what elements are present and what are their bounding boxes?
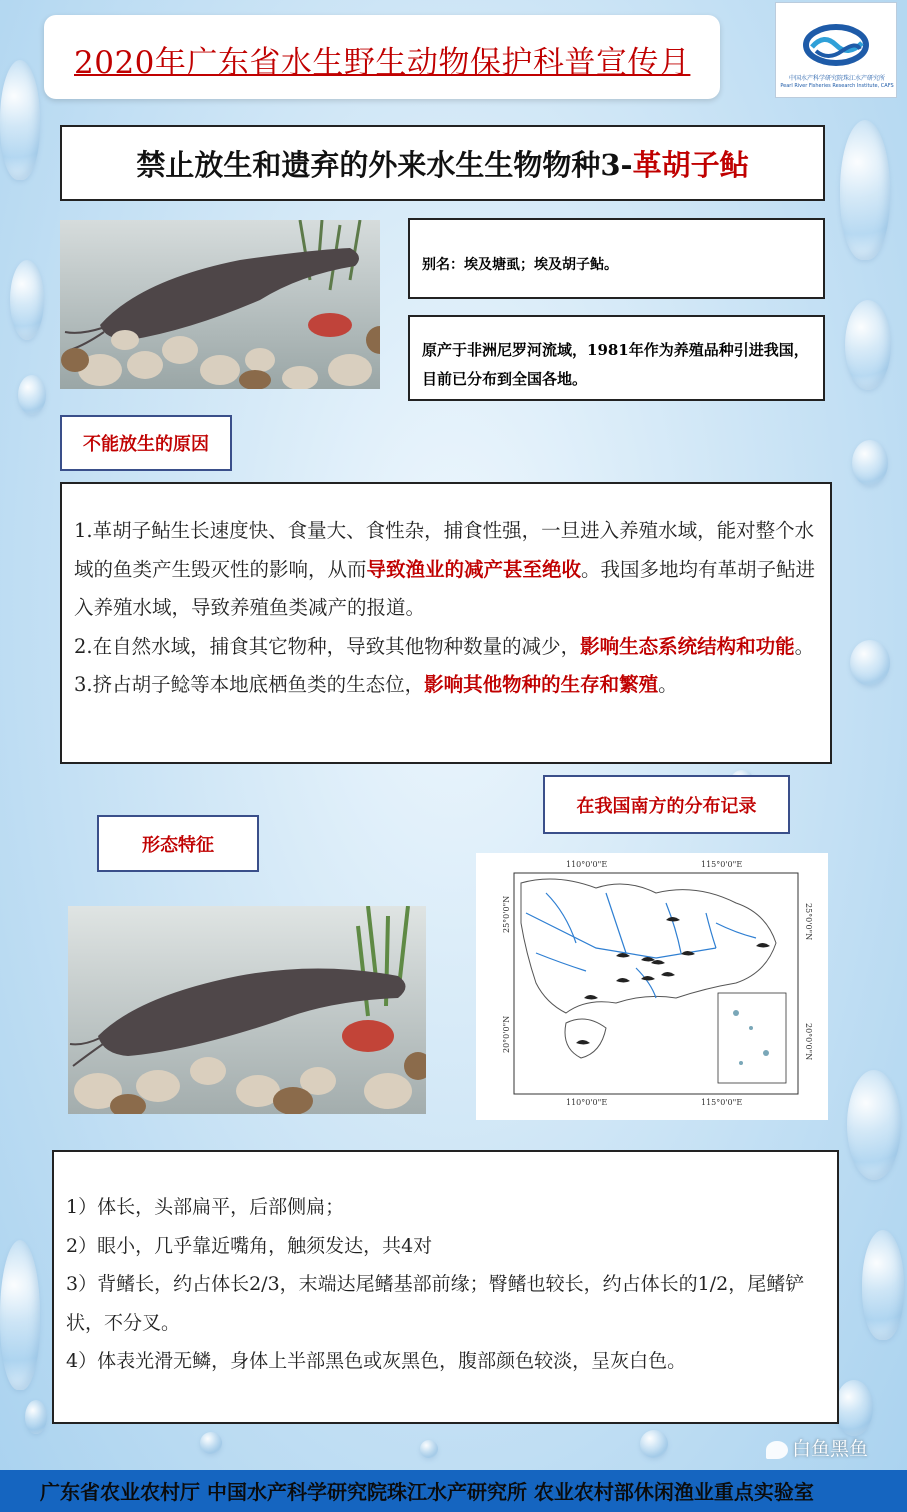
alias-text: 别名：埃及塘虱；埃及胡子鲇。	[422, 257, 618, 273]
origin-text: 原产于非洲尼罗河流域，1981年作为养殖品种引进我国，目前已分布到全国各地。	[422, 341, 809, 388]
wechat-icon	[766, 1441, 788, 1459]
reason-2-highlight: 影响生态系统结构和功能	[580, 634, 795, 658]
map-lon2-top: 115°0'0"E	[701, 860, 743, 869]
morphology-label	[97, 815, 259, 872]
map-lat2-left: 20°0'0"N	[502, 1015, 511, 1053]
reason-item-2	[74, 628, 816, 667]
heading-main: 禁止放生和遗弃的外来水生生物物种3-	[136, 147, 633, 182]
morphology-item-4: 4）体表光滑无鳞，身体上半部黑色或灰黑色，腹部颜色较淡，呈灰白色。	[66, 1350, 687, 1372]
reason-2-tail: 。	[794, 634, 815, 658]
footer-text: 广东省农业农村厅 中国水产科学研究院珠江水产研究所 农业农村部休闲渔业重点实验室	[40, 1480, 814, 1504]
watermark-text: 白鱼黑鱼	[792, 1438, 869, 1460]
distribution-map	[476, 853, 828, 1120]
distribution-label	[543, 775, 790, 834]
reason-item-1	[74, 512, 816, 628]
institute-logo	[775, 2, 897, 98]
reason-3-tail: 。	[658, 673, 678, 696]
morphology-box	[52, 1150, 839, 1424]
morphology-label-text: 形态特征	[142, 834, 214, 856]
reason-3-text: 3.挤占胡子鲶等本地底栖鱼类的生态位，	[74, 673, 425, 696]
reason-1-tail: 。我国多地均有革胡子鲇进入养殖水域，导致养殖鱼类减产的报道。	[74, 557, 816, 619]
heading-species-name: 革胡子鲇	[632, 147, 749, 182]
reason-2-text: 2.在自然水域，捕食其它物种，导致其他物种数量的减少，	[74, 634, 581, 658]
reason-1-highlight: 导致渔业的减产甚至绝收	[366, 557, 582, 581]
origin-box	[408, 315, 825, 401]
morphology-item-3: 3）背鳍长，约占体长2/3，末端达尾鳍基部前缘；臀鳍也较长，约占体长的1/2，尾鳍铲状，不分叉。	[66, 1273, 805, 1334]
fish-photo-top	[60, 220, 380, 389]
distribution-label-text: 在我国南方的分布记录	[576, 795, 757, 817]
map-lat1-right: 25°0'0"N	[804, 903, 813, 941]
map-lat2-right: 20°0'0"N	[804, 1023, 813, 1061]
map-lat1-left: 25°0'0"N	[502, 895, 511, 933]
reasons-label	[60, 415, 232, 471]
watermark	[766, 1434, 868, 1461]
map-lon2-bottom: 115°0'0"E	[701, 1098, 743, 1107]
reason-1-text: 1.革胡子鲇生长速度快、食量大、食性杂，捕食性强，一旦进入养殖水域，能对整个水域的鱼类产生毁灭性的影响，从而	[74, 519, 815, 581]
morphology-item-2: 2）眼小，几乎靠近嘴角，触须发达，共4对	[66, 1234, 433, 1257]
morphology-item-1: 1）体长，头部扁平，后部侧扁；	[66, 1196, 345, 1218]
species-heading	[60, 125, 825, 201]
logo-name: 中国水产科学研究院珠江水产研究所	[788, 75, 885, 82]
fish-photo-morphology	[68, 906, 426, 1114]
reasons-label-text: 不能放生的原因	[83, 434, 209, 455]
alias-box	[408, 218, 825, 299]
logo-name-en: Pearl River Fisheries Research Institute, CAFS	[780, 83, 894, 89]
reason-3-highlight: 影响其他物种的生存和繁殖	[424, 673, 659, 696]
page-title: 2020年广东省水生野生动物保护科普宣传月	[74, 45, 691, 81]
map-lon1-bottom: 110°0'0"E	[566, 1098, 608, 1107]
reason-item-3	[74, 666, 816, 705]
map-lon1-top: 110°0'0"E	[566, 860, 608, 869]
title-banner	[44, 15, 720, 99]
reasons-box	[60, 482, 832, 764]
